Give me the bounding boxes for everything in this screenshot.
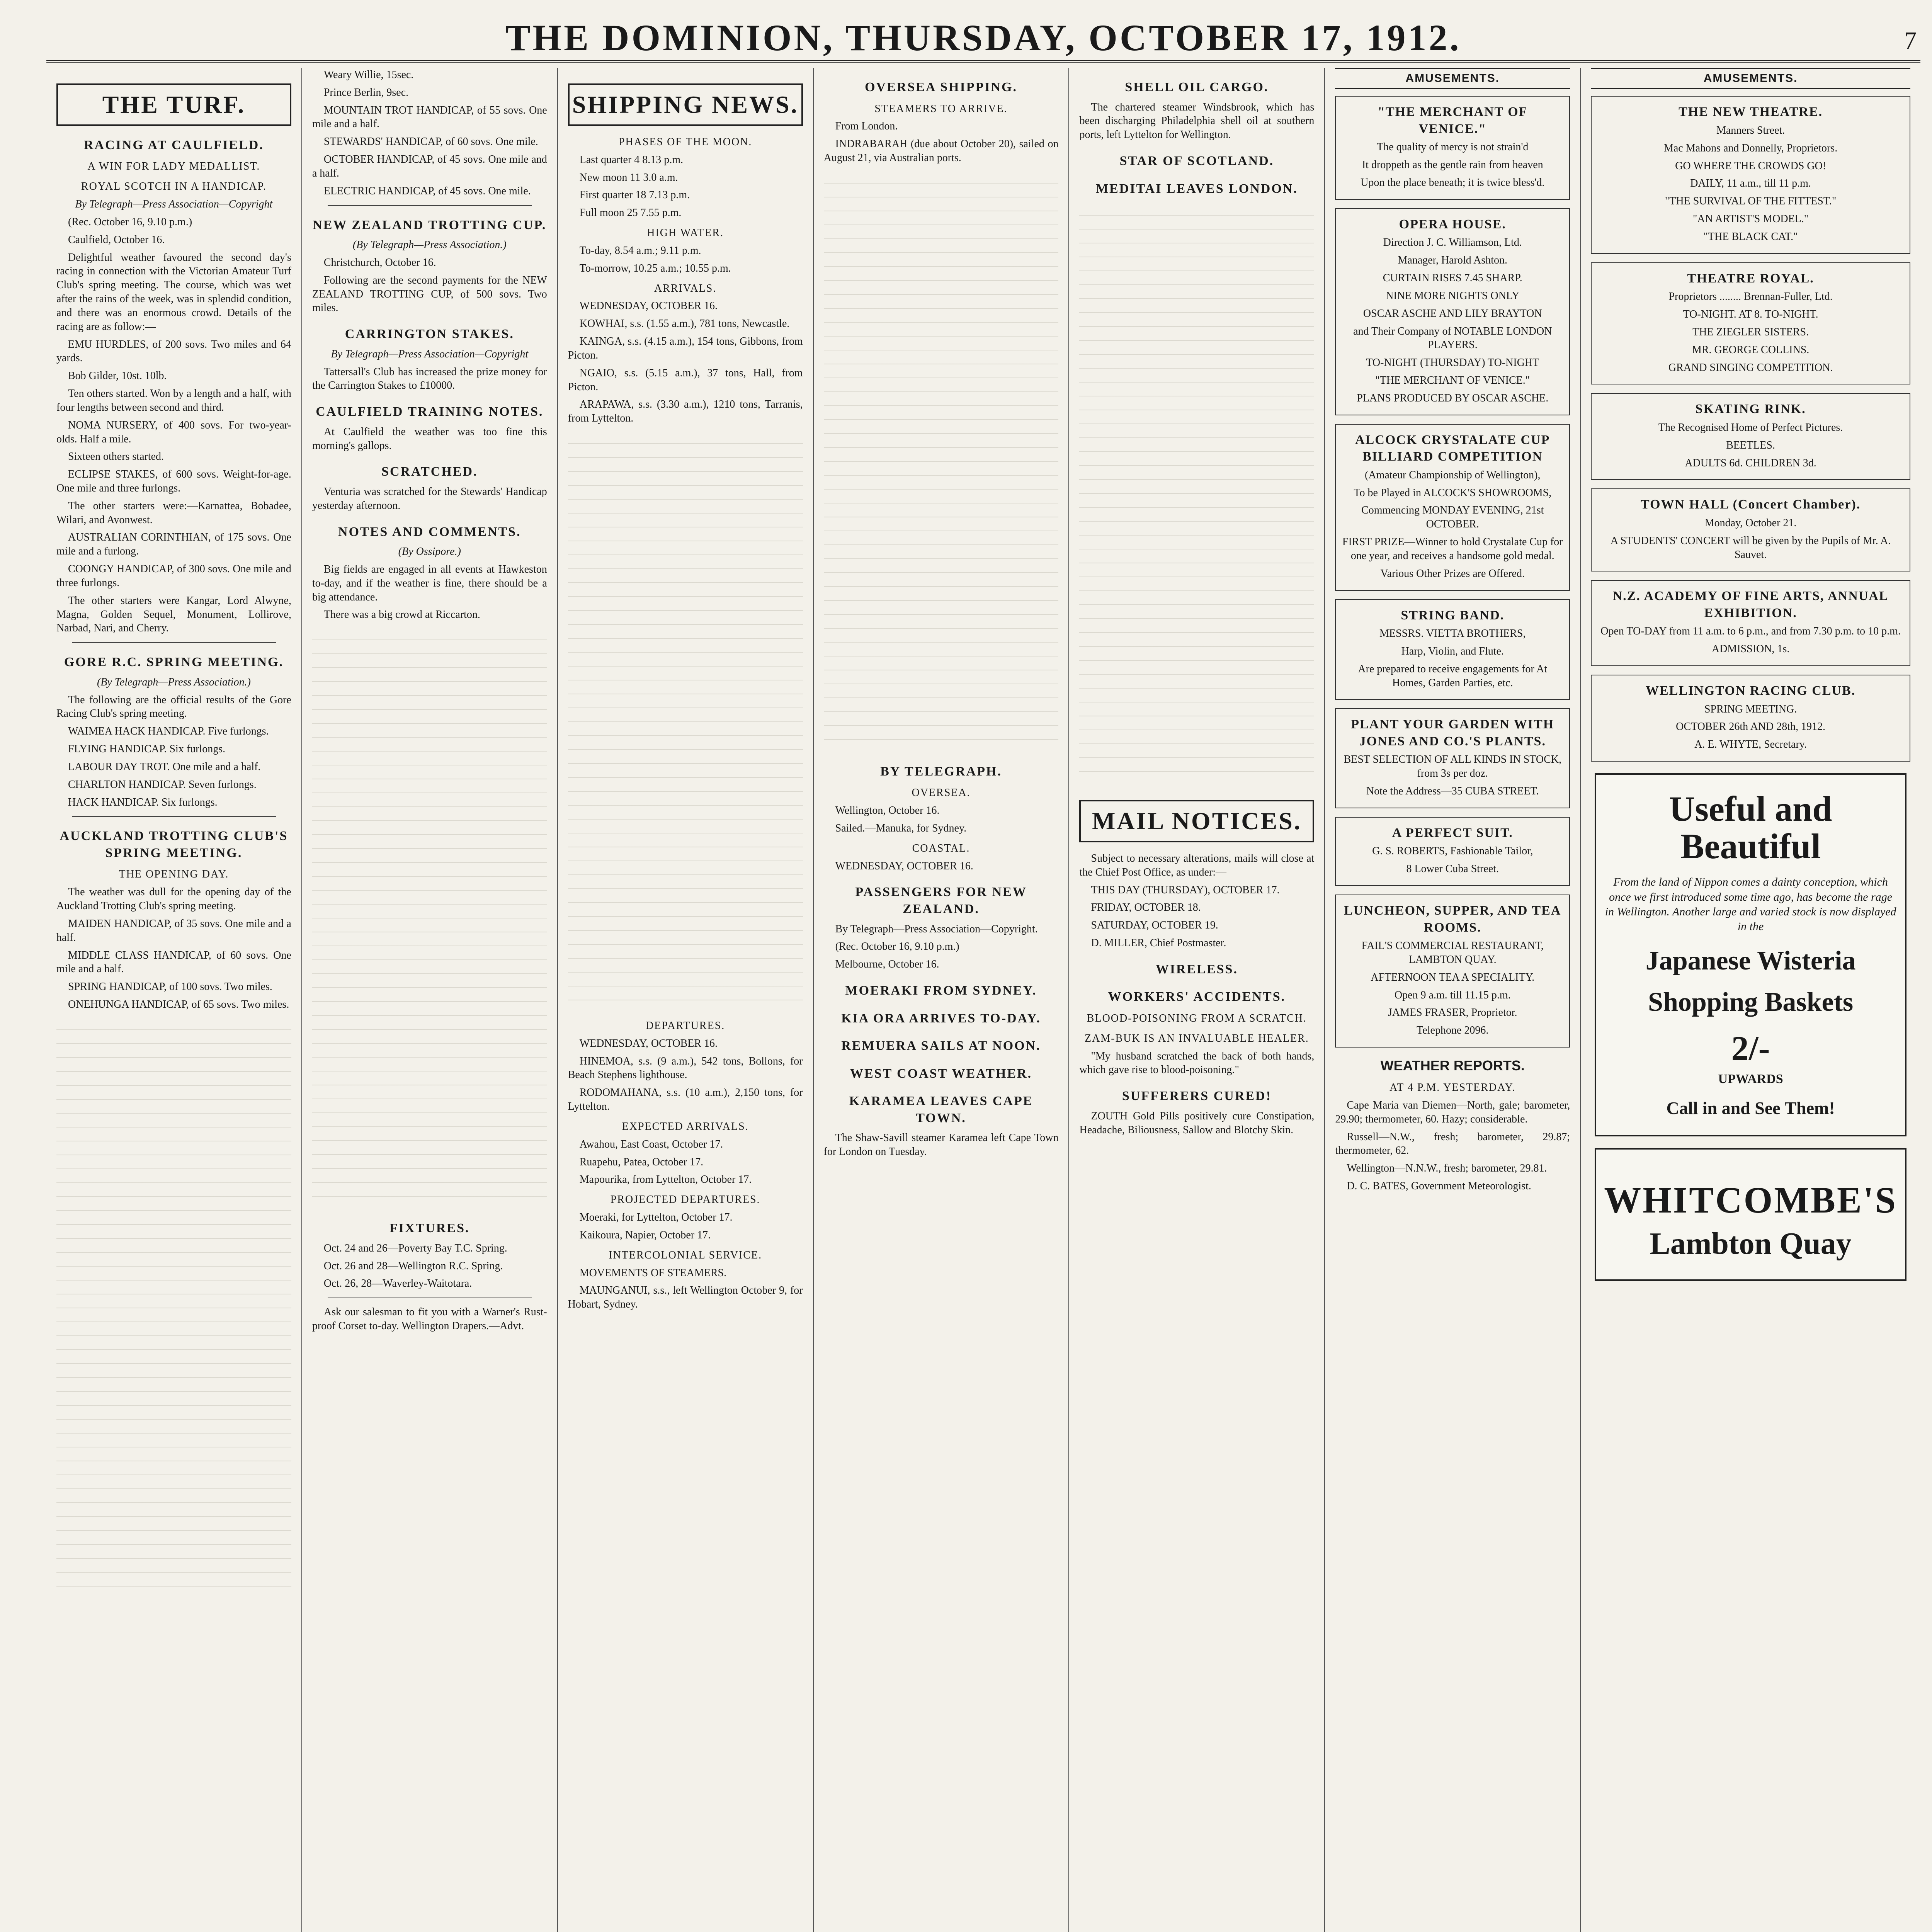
workers-sub: BLOOD-POISONING FROM A SCRATCH. — [1087, 1012, 1307, 1024]
moon-phases-head: PHASES OF THE MOON. — [618, 136, 752, 148]
ad-title: N.Z. ACADEMY OF FINE ARTS, ANNUAL EXHIBITION. — [1612, 589, 1889, 620]
passengers-item: (Rec. October 16, 9.10 p.m.) — [835, 940, 959, 953]
ad-line: Monday, October 21. — [1704, 517, 1797, 529]
oversea-shipping-head: OVERSEA SHIPPING. — [865, 80, 1017, 94]
ad-line: and Their Company of NOTABLE LONDON PLAYERS. — [1353, 325, 1552, 351]
coastal-sub: COASTAL. — [912, 842, 970, 854]
ad-line: Open 9 a.m. till 11.15 p.m. — [1394, 989, 1511, 1001]
turf-para: The other starters were Kangar, Lord Alwyne, Magna, Golden Sequel, Monument, Lollirove, Narbad, Nari, and Cherry. — [56, 594, 291, 634]
shell-oil-head: SHELL OIL CARGO. — [1125, 80, 1269, 94]
divider — [328, 205, 532, 206]
oversea-item: INDRABARAH (due about October 20), sailed on August 21, via Australian ports. — [823, 138, 1059, 164]
gore-para: LABOUR DAY TROT. One mile and a half. — [68, 760, 261, 773]
ad-theatre-royal — [1591, 262, 1910, 385]
ad-brand-sub: Lambton Quay — [1650, 1227, 1852, 1261]
weather-item: Wellington—N.N.W., fresh; barometer, 29.81. — [1347, 1162, 1547, 1175]
ad-line: G. S. ROBERTS, Fashionable Tailor, — [1372, 845, 1533, 857]
ad-string-band — [1335, 599, 1570, 700]
ad-title: SKATING RINK. — [1695, 402, 1806, 417]
ad-line: Note the Address—35 CUBA STREET. — [1366, 785, 1539, 798]
results-para: STEWARDS' HANDICAP, of 60 sovs. One mile. — [323, 136, 538, 148]
expected-arrivals-head: EXPECTED ARRIVALS. — [622, 1120, 749, 1133]
ad-line: JAMES FRASER, Proprietor. — [1388, 1007, 1517, 1019]
turf-subhead-2: ROYAL SCOTCH IN A HANDICAP. — [81, 180, 267, 193]
amusements-header: AMUSEMENTS. — [1335, 68, 1570, 89]
mail-item: SATURDAY, OCTOBER 19. — [1091, 919, 1218, 932]
karamea-item: The Shaw-Savill steamer Karamea left Cape Town for London on Tuesday. — [823, 1132, 1059, 1158]
ad-line: BEST SELECTION OF ALL KINDS IN STOCK, from 3s per doz. — [1344, 753, 1561, 780]
sufferers-head: SUFFERERS CURED! — [1122, 1089, 1272, 1104]
auckland-sub: THE OPENING DAY. — [119, 868, 229, 881]
ad-whitcombes — [1595, 1148, 1906, 1281]
ad-racing-club — [1591, 675, 1910, 762]
ad-line: TO-NIGHT. AT 8. TO-NIGHT. — [1683, 308, 1818, 321]
ad-line: To be Played in ALCOCK'S SHOWROOMS, — [1354, 486, 1552, 499]
nz-trotting-cup-para: Christchurch, October 16. — [323, 256, 436, 269]
karamea-head: KARAMEA LEAVES CAPE TOWN. — [849, 1094, 1033, 1125]
workers-accidents-head: WORKERS' ACCIDENTS. — [1108, 990, 1286, 1004]
ad-line: A. E. WHYTE, Secretary. — [1694, 738, 1807, 751]
illegible-text-block — [312, 629, 547, 1209]
projected-item: Kaikoura, Napier, October 17. — [579, 1229, 711, 1241]
ad-skating-rink — [1591, 393, 1910, 480]
mail-item: D. MILLER, Chief Postmaster. — [1091, 937, 1226, 949]
illegible-text-block — [568, 433, 803, 1013]
passengers-item: Melbourne, October 16. — [835, 958, 939, 971]
ad-line: MESSRS. VIETTA BROTHERS, — [1379, 628, 1526, 640]
notes-para: Big fields are engaged in all events at Hawkeston to-day, and if the weather is fine, there should be a big attendance. — [312, 563, 547, 603]
ad-title: ALCOCK CRYSTALATE CUP BILLIARD COMPETITION — [1355, 432, 1550, 464]
divider — [72, 816, 276, 817]
page-number: 7 — [1904, 27, 1917, 54]
results-para: MOUNTAIN TROT HANDICAP, of 55 sovs. One mile and a half. — [312, 104, 547, 130]
notes-para: There was a big crowd at Riccarton. — [323, 609, 480, 621]
ad-title: THE NEW THEATRE. — [1679, 105, 1823, 119]
mail-item: Subject to necessary alterations, mails will close at the Chief Post Office, as under:— — [1079, 852, 1315, 878]
ad-opera-house — [1335, 208, 1570, 415]
column-6 — [1325, 68, 1581, 1932]
shipping-banner: SHIPPING NEWS. — [568, 83, 803, 126]
turf-para: EMU HURDLES, of 200 sovs. Two miles and 64 yards. — [56, 338, 291, 364]
carrington-head: CARRINGTON STAKES. — [345, 327, 514, 342]
sufferers-para: ZOUTH Gold Pills positively cure Constipation, Headache, Biliousness, Sallow and Blotchy Skin. — [1079, 1110, 1315, 1136]
ad-plants — [1335, 708, 1570, 808]
steamers-to-arrive-head: STEAMERS TO ARRIVE. — [874, 102, 1008, 115]
ad-line: SPRING MEETING. — [1704, 703, 1797, 715]
ad-line: GO WHERE THE CROWDS GO! — [1675, 160, 1827, 172]
ad-line: It droppeth as the gentle rain from heaven — [1362, 159, 1543, 171]
ad-line: (Amateur Championship of Wellington), — [1365, 469, 1541, 481]
telegraph-item: Sailed.—Manuka, for Sydney. — [835, 822, 967, 834]
results-para: Weary Willie, 15sec. — [323, 69, 414, 81]
high-water-item: To-day, 8.54 a.m.; 9.11 p.m. — [579, 244, 701, 257]
turf-headline: RACING AT CAULFIELD. — [84, 138, 264, 152]
ad-title: PLANT YOUR GARDEN WITH JONES AND CO.'S PLANTS. — [1351, 717, 1554, 748]
departures-item: HINEMOA, s.s. (9 a.m.), 542 tons, Bollons, for Beach Stephens lighthouse. — [568, 1055, 803, 1081]
masthead-title: THE DOMINION, THURSDAY, OCTOBER 17, 1912. — [505, 17, 1461, 58]
nz-trotting-cup-byline: (By Telegraph—Press Association.) — [352, 239, 507, 251]
ad-title: STRING BAND. — [1401, 608, 1505, 622]
fixtures-item: Oct. 26 and 28—Wellington R.C. Spring. — [323, 1260, 503, 1272]
oversea-sub: OVERSEA. — [912, 787, 971, 799]
coastal-item: WEDNESDAY, OCTOBER 16. — [835, 860, 973, 872]
arrivals-item: KAINGA, s.s. (4.15 a.m.), 154 tons, Gibbons, from Picton. — [568, 335, 803, 361]
ad-town-hall — [1591, 488, 1910, 571]
ad-merchant-of-venice — [1335, 96, 1570, 200]
fixtures-item: Oct. 26, 28—Waverley-Waitotara. — [323, 1277, 472, 1290]
wireless-head: WIRELESS. — [1155, 962, 1238, 976]
results-para: OCTOBER HANDICAP, of 45 sovs. One mile and a half. — [312, 153, 547, 179]
departures-head: DEPARTURES. — [646, 1019, 725, 1032]
ad-line: Open TO-DAY from 11 a.m. to 6 p.m., and from 7.30 p.m. to 10 p.m. — [1600, 625, 1901, 638]
meditai-head: MEDITAI LEAVES LONDON. — [1095, 181, 1298, 196]
turf-para: Delightful weather favoured the second day's racing in connection with the Victorian Amateur Turf Club's spring meeting. The course, which was wet after the rains of the week, was in splendid condition, and there was an enormous crowd. Details of the racing are as follow:— — [56, 251, 291, 333]
ad-line: Direction J. C. Williamson, Ltd. — [1383, 236, 1522, 249]
ad-headline-line-2: Beautiful — [1680, 826, 1821, 866]
turf-para: Bob Gilder, 10st. 10lb. — [68, 370, 167, 382]
arrivals-head: ARRIVALS. — [654, 282, 717, 294]
ad-line: Telephone 2096. — [1417, 1024, 1489, 1037]
ad-line: "THE SURVIVAL OF THE FITTEST." — [1665, 195, 1837, 207]
ad-line: THE ZIEGLER SISTERS. — [1692, 326, 1809, 338]
amusements-header: AMUSEMENTS. — [1591, 68, 1910, 89]
ad-price: 2/- — [1731, 1029, 1770, 1068]
results-para: ELECTRIC HANDICAP, of 45 sovs. One mile. — [323, 185, 531, 197]
ad-line: "AN ARTIST'S MODEL." — [1692, 213, 1809, 225]
column-7 — [1581, 68, 1920, 1932]
scratched-para: Venturia was scratched for the Stewards' Handicap yesterday afternoon. — [312, 485, 547, 512]
ad-billiards — [1335, 424, 1570, 591]
departures-item: RODOMAHANA, s.s. (10 a.m.), 2,150 tons, for Lyttelton. — [568, 1087, 803, 1113]
ad-line: Manager, Harold Ashton. — [1398, 254, 1508, 267]
ad-line: CURTAIN RISES 7.45 SHARP. — [1383, 272, 1522, 284]
turf-para: Ten others started. Won by a length and a half, with four lengths between second and third. — [56, 388, 291, 413]
ad-title: "THE MERCHANT OF VENICE." — [1378, 105, 1528, 136]
high-water-head: HIGH WATER. — [647, 227, 724, 239]
ad-line: FAIL'S COMMERCIAL RESTAURANT, LAMBTON QUAY. — [1361, 940, 1544, 966]
notes-byline: (By Ossipore.) — [398, 546, 461, 558]
turf-para: (Rec. October 16, 9.10 p.m.) — [68, 216, 192, 228]
workers-sub-2: ZAM-BUK IS AN INVALUABLE HEALER. — [1085, 1032, 1309, 1044]
ad-product-line-1: Japanese Wisteria — [1645, 946, 1856, 976]
ad-line: Upon the place beneath; it is twice bless'd. — [1361, 177, 1545, 189]
kia-ora-head: KIA ORA ARRIVES TO-DAY. — [841, 1011, 1041, 1026]
gore-para: WAIMEA HACK HANDICAP. Five furlongs. — [68, 725, 269, 738]
turf-para: The other starters were:—Karnattea, Bobadee, Wilari, and Avonwest. — [56, 500, 291, 526]
oversea-item: From London. — [835, 120, 898, 133]
ad-line: OSCAR ASCHE AND LILY BRAYTON — [1363, 307, 1542, 320]
turf-para: AUSTRALIAN CORINTHIAN, of 175 sovs. One mile and a furlong. — [56, 531, 291, 558]
fixtures-head: FIXTURES. — [389, 1221, 470, 1236]
ad-line: ADMISSION, 1s. — [1711, 643, 1790, 655]
auckland-para: ONEHUNGA HANDICAP, of 65 sovs. Two miles. — [68, 998, 289, 1011]
arrivals-item: ARAPAWA, s.s. (3.30 a.m.), 1210 tons, Tarranis, from Lyttelton. — [568, 398, 803, 425]
arrivals-item: KOWHAI, s.s. (1.55 a.m.), 781 tons, Newcastle. — [579, 318, 790, 330]
turf-para: COONGY HANDICAP, of 300 sovs. One mile and three furlongs. — [56, 563, 291, 589]
intercolonial-item: MAUNGANUI, s.s., left Wellington October 9, for Hobart, Sydney. — [568, 1284, 803, 1311]
mail-notices-banner: MAIL NOTICES. — [1079, 800, 1314, 842]
notes-head: NOTES AND COMMENTS. — [338, 524, 521, 539]
moon-phase-item: Last quarter 4 8.13 p.m. — [579, 153, 684, 166]
column-3 — [558, 68, 814, 1932]
passengers-item: By Telegraph—Press Association—Copyright. — [835, 923, 1038, 935]
turf-byline: By Telegraph—Press Association—Copyright — [75, 198, 273, 211]
ad-line: TO-NIGHT (THURSDAY) TO-NIGHT — [1366, 357, 1539, 369]
high-water-item: To-morrow, 10.25 a.m.; 10.55 p.m. — [579, 262, 731, 274]
ad-line: NINE MORE NIGHTS ONLY — [1386, 289, 1520, 302]
telegraph-item: Wellington, October 16. — [835, 804, 940, 817]
ad-line: 8 Lower Cuba Street. — [1406, 863, 1499, 875]
ad-line: "THE MERCHANT OF VENICE." — [1375, 374, 1530, 387]
turf-subhead: A WIN FOR LADY MEDALLIST. — [87, 160, 260, 173]
gore-byline: (By Telegraph—Press Association.) — [97, 676, 251, 688]
expected-item: Mapourika, from Lyttelton, October 17. — [579, 1173, 752, 1186]
moon-phase-item: Full moon 25 7.55 p.m. — [579, 207, 682, 219]
weather-item: D. C. BATES, Government Meteorologist. — [1347, 1180, 1531, 1192]
auckland-para: The weather was dull for the opening day of the Auckland Trotting Club's spring meeting. — [56, 886, 291, 912]
shell-oil-para: The chartered steamer Windsbrook, which has been discharging Philadelphia shell oil at southern ports, left Lyttelton for Wellington. — [1079, 101, 1315, 141]
ad-line: GRAND SINGING COMPETITION. — [1668, 361, 1833, 374]
nz-trotting-cup-head: NEW ZEALAND TROTTING CUP. — [313, 218, 547, 232]
ad-headline-line-1: Useful and — [1669, 789, 1832, 829]
auckland-para: SPRING HANDICAP, of 100 sovs. Two miles. — [68, 981, 272, 993]
carrington-para: Tattersall's Club has increased the prize money for the Carrington Stakes to £10000. — [312, 366, 547, 392]
expected-item: Awahou, East Coast, October 17. — [579, 1138, 723, 1150]
ad-title: WELLINGTON RACING CLUB. — [1646, 684, 1856, 698]
illegible-text-block — [1079, 205, 1314, 784]
mail-item: FRIDAY, OCTOBER 18. — [1091, 901, 1201, 914]
turf-para: Caulfield, October 16. — [68, 233, 165, 246]
ad-title: LUNCHEON, SUPPER, AND TEA ROOMS. — [1344, 903, 1561, 935]
ad-line: Proprietors ........ Brennan-Fuller, Ltd. — [1668, 291, 1833, 303]
gore-para: FLYING HANDICAP. Six furlongs. — [68, 743, 226, 755]
auckland-para: MIDDLE CLASS HANDICAP, of 60 sovs. One mile and a half. — [56, 949, 291, 975]
ad-title: TOWN HALL (Concert Chamber). — [1641, 497, 1861, 512]
ad-line: OCTOBER 26th AND 28th, 1912. — [1676, 721, 1826, 733]
ad-brand: WHITCOMBE'S — [1604, 1179, 1897, 1221]
ad-line: A STUDENTS' CONCERT will be given by the Pupils of Mr. A. Sauvet. — [1610, 534, 1891, 561]
arrivals-item: NGAIO, s.s. (5.15 a.m.), 37 tons, Hall, from Picton. — [568, 367, 803, 393]
west-coast-weather-head: WEST COAST WEATHER. — [850, 1066, 1032, 1081]
ad-restaurant — [1335, 895, 1570, 1048]
ad-cta: Call in and See Them! — [1666, 1098, 1835, 1118]
moon-phase-item: New moon 11 3.0 a.m. — [579, 171, 678, 184]
masthead — [46, 14, 1920, 63]
ad-line: ADULTS 6d. CHILDREN 3d. — [1685, 457, 1816, 469]
turf-para: NOMA NURSERY, of 400 sovs. For two-year-olds. Half a mile. — [56, 419, 291, 445]
ad-line: The Recognised Home of Perfect Pictures. — [1658, 421, 1843, 434]
ad-title: OPERA HOUSE. — [1399, 217, 1506, 231]
column-1 — [46, 68, 302, 1932]
ad-tagline: From the land of Nippon comes a dainty conception, which once we first introduced some time ago, has become the rage in Wellington. Another large and varied stock is now displayed in the — [1605, 876, 1896, 933]
weather-head: WEATHER REPORTS. — [1380, 1058, 1525, 1074]
illegible-text-block — [56, 1019, 291, 1599]
gore-para: CHARLTON HANDICAP. Seven furlongs. — [68, 778, 257, 791]
turf-para: ECLIPSE STAKES, of 600 sovs. Weight-for-age. One mile and three furlongs. — [56, 468, 291, 494]
ad-line: MR. GEORGE COLLINS. — [1692, 344, 1810, 356]
turf-para: Sixteen others started. — [68, 451, 164, 463]
weather-sub: AT 4 P.M. YESTERDAY. — [1389, 1082, 1516, 1094]
caulfield-training-head: CAULFIELD TRAINING NOTES. — [316, 405, 544, 419]
ad-line: Mac Mahons and Donnelly, Proprietors. — [1663, 142, 1838, 154]
moeraki-head: MOERAKI FROM SYDNEY. — [845, 983, 1037, 998]
expected-item: Ruapehu, Patea, October 17. — [579, 1156, 704, 1168]
departures-item: WEDNESDAY, OCTOBER 16. — [579, 1037, 718, 1049]
column-2 — [302, 68, 558, 1932]
arrivals-item: WEDNESDAY, OCTOBER 16. — [579, 300, 718, 312]
gore-head: GORE R.C. SPRING MEETING. — [64, 655, 284, 670]
workers-para: "My husband scratched the back of both hands, which gave rise to blood-poisoning." — [1079, 1050, 1315, 1076]
results-para: Prince Berlin, 9sec. — [323, 86, 409, 99]
mail-item: THIS DAY (THURSDAY), OCTOBER 17. — [1091, 884, 1280, 896]
ad-line: PLANS PRODUCED BY OSCAR ASCHE. — [1357, 392, 1549, 404]
column-4 — [814, 68, 1070, 1932]
ad-line: FIRST PRIZE—Winner to hold Crystalate Cup for one year, and receives a handsome gold medal. — [1342, 536, 1563, 562]
ad-line: DAILY, 11 a.m., till 11 p.m. — [1690, 177, 1811, 190]
auckland-para: MAIDEN HANDICAP, of 35 sovs. One mile and a half. — [56, 917, 291, 944]
ad-academy-fine-arts — [1591, 580, 1910, 666]
ad-line: AFTERNOON TEA A SPECIALITY. — [1371, 971, 1535, 983]
ad-line: The quality of mercy is not strain'd — [1377, 141, 1529, 153]
projected-item: Moeraki, for Lyttelton, October 17. — [579, 1211, 733, 1224]
ad-line: BEETLES. — [1726, 439, 1775, 451]
column-5 — [1069, 68, 1325, 1932]
passengers-head: PASSENGERS FOR NEW ZEALAND. — [855, 885, 1027, 916]
ad-line: "THE BLACK CAT." — [1703, 230, 1798, 243]
ad-line: Manners Street. — [1716, 124, 1785, 136]
ad-product-line-2: Shopping Baskets — [1648, 987, 1854, 1017]
star-scotland-head: STAR OF SCOTLAND. — [1119, 154, 1274, 168]
ad-title: THEATRE ROYAL. — [1687, 271, 1814, 286]
turf-banner: THE TURF. — [56, 83, 291, 126]
remuera-head: REMUERA SAILS AT NOON. — [841, 1039, 1041, 1053]
ad-price-sub: UPWARDS — [1718, 1071, 1783, 1086]
illegible-text-block — [824, 173, 1059, 752]
columns — [46, 68, 1920, 1932]
corset-advert: Ask our salesman to fit you with a Warner's Rust-proof Corset to-day. Wellington Drapers.—Advt. — [312, 1306, 547, 1332]
ad-line: Harp, Violin, and Flute. — [1401, 645, 1504, 657]
ad-new-theatre — [1591, 96, 1910, 253]
ad-line: Various Other Prizes are Offered. — [1380, 567, 1525, 580]
nz-trotting-cup-para: Following are the second payments for the NEW ZEALAND TROTTING CUP, of 500 sovs. Two miles. — [312, 274, 547, 314]
gore-para: HACK HANDICAP. Six furlongs. — [68, 796, 218, 808]
fixtures-item: Oct. 24 and 26—Poverty Bay T.C. Spring. — [323, 1242, 507, 1254]
intercolonial-head: INTERCOLONIAL SERVICE. — [609, 1249, 762, 1261]
auckland-head: AUCKLAND TROTTING CLUB'S SPRING MEETING. — [60, 829, 288, 860]
weather-item: Russell—N.W., fresh; barometer, 29.87; thermometer, 62. — [1335, 1131, 1570, 1157]
weather-item: Cape Maria van Diemen—North, gale; barometer, 29.90; thermometer, 60. Hazy; considerable. — [1335, 1099, 1570, 1125]
gore-para: The following are the official results of the Gore Racing Club's spring meeting. — [56, 694, 291, 720]
ad-line: Commencing MONDAY EVENING, 21st OCTOBER. — [1361, 504, 1544, 531]
projected-departures-head: PROJECTED DEPARTURES. — [610, 1194, 760, 1206]
intercolonial-item: MOVEMENTS OF STEAMERS. — [579, 1267, 727, 1279]
ad-useful-beautiful — [1595, 773, 1906, 1136]
ad-title: A PERFECT SUIT. — [1392, 825, 1513, 840]
caulfield-training-para: At Caulfield the weather was too fine this morning's gallops. — [312, 425, 547, 452]
ad-tailor — [1335, 817, 1570, 886]
divider — [72, 642, 276, 643]
scratched-head: SCRATCHED. — [381, 464, 478, 479]
moon-phase-item: First quarter 18 7.13 p.m. — [579, 189, 690, 201]
carrington-byline: By Telegraph—Press Association—Copyright — [331, 348, 529, 360]
ad-line: Are prepared to receive engagements for At Homes, Garden Parties, etc. — [1358, 663, 1548, 689]
by-telegraph-head: BY TELEGRAPH. — [880, 764, 1002, 779]
